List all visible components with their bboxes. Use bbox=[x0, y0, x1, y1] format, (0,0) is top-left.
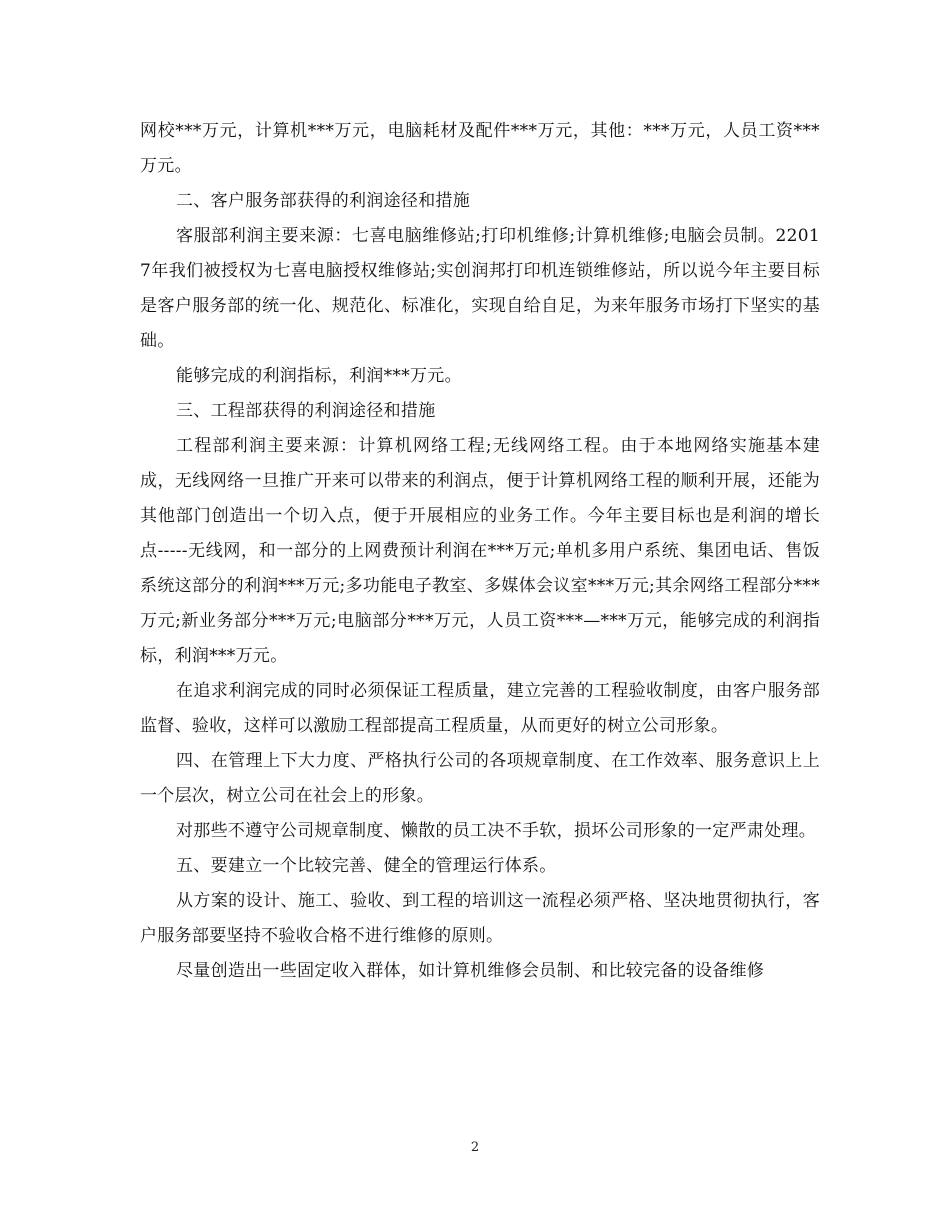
paragraph-budget-continuation: 网校***万元，计算机***万元，电脑耗材及配件***万元，其他：***万元，人员工资***万元。 bbox=[140, 121, 820, 176]
paragraph-customer-service-target: 能够完成的利润指标，利润***万元。 bbox=[176, 366, 462, 386]
document-body bbox=[140, 114, 820, 989]
heading-management: 四、在管理上下大力度、严格执行公司的各项规章制度、在工作效率、服务意识上上一个层次，树立公司在社会上的形象。 bbox=[140, 751, 820, 806]
paragraph-engineering-sources: 工程部利润主要来源：计算机网络工程;无线网络工程。由于本地网络实施基本建成，无线网络一旦推广开来可以带来的利润点，便于计算机网络工程的顺利开展，还能为其他部门创造出一个切入点，便于开展相应的业务工作。今年主要目标也是利润的增长点-----无线网，和一部分的上网费预计利润在***万元;单机多用户系统、集团电话、售饭系统这部分的利润***万元;多功能电子教室、多媒体会议室***万元;其余网络工程部分***万元;新业务部分***万元;电脑部分***万元，人员工资***—***万元，能够完成的利润指标，利润***万元。 bbox=[140, 436, 820, 666]
paragraph-fixed-income: 尽量创造出一些固定收入群体，如计算机维修会员制、和比较完备的设备维修 bbox=[176, 961, 765, 981]
heading-engineering-profit: 三、工程部获得的利润途径和措施 bbox=[176, 401, 436, 421]
paragraph-customer-service-sources: 客服部利润主要来源：七喜电脑维修站;打印机维修;计算机维修;电脑会员制。22017年我们被授权为七喜电脑授权维修站;实创润邦打印机连锁维修站，所以说今年主要目标是客户服务部的统一化、规范化、标准化，实现自给自足，为来年服务市场打下坚实的基础。 bbox=[140, 226, 820, 351]
page-number: 2 bbox=[470, 1140, 480, 1155]
paragraph-discipline: 对那些不遵守公司规章制度、懒散的员工决不手软，损坏公司形象的一定严肃处理。 bbox=[176, 821, 817, 841]
paragraph-process: 从方案的设计、施工、验收、到工程的培训这一流程必须严格、坚决地贯彻执行，客户服务部要坚持不验收合格不进行维修的原则。 bbox=[140, 891, 820, 946]
heading-management-system: 五、要建立一个比较完善、健全的管理运行体系。 bbox=[176, 856, 557, 876]
paragraph-engineering-quality: 在追求利润完成的同时必须保证工程质量，建立完善的工程验收制度，由客户服务部监督、验收，这样可以激励工程部提高工程质量，从而更好的树立公司形象。 bbox=[140, 681, 820, 736]
heading-customer-service-profit: 二、客户服务部获得的利润途径和措施 bbox=[176, 191, 471, 211]
